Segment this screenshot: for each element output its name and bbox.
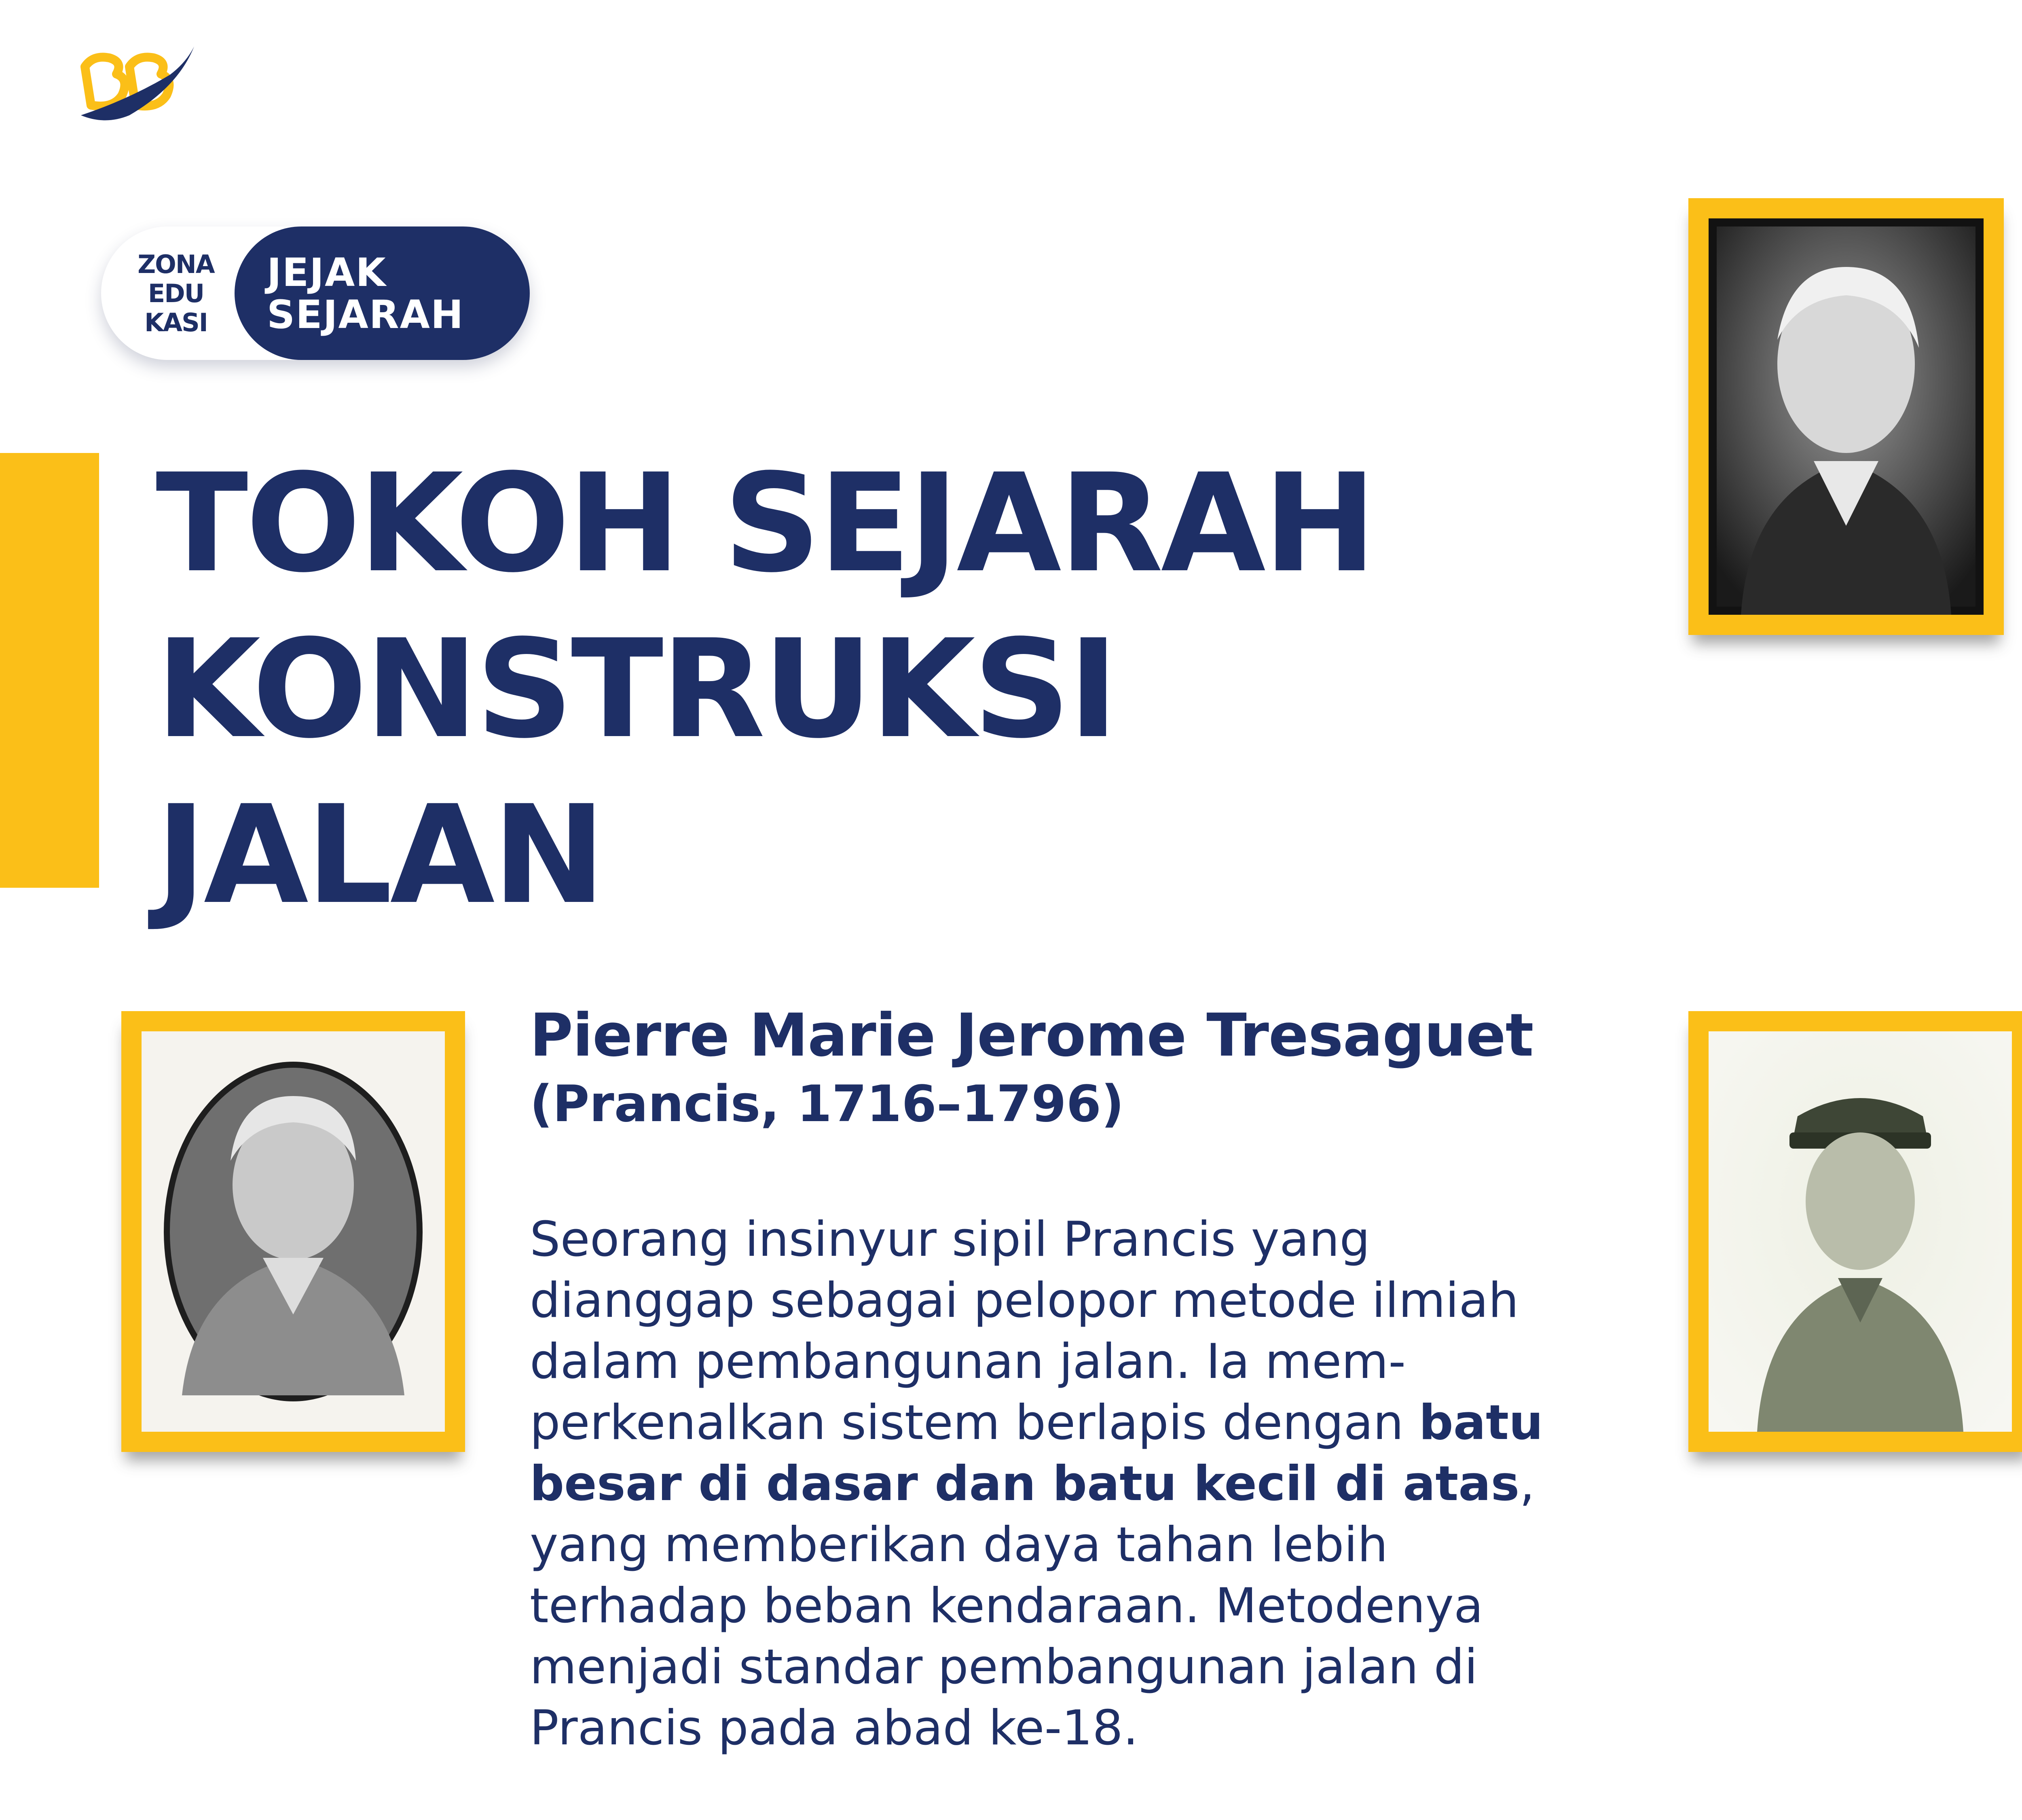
desc-text: , [1519,1456,1535,1512]
desc-bold: besar di dasar dan batu kecil di atas [530,1456,1520,1512]
desc-line: dalam pembangunan jalan. Ia mem- [530,1334,1406,1390]
desc-line: dianggap sebagai pelopor metode ilmiah [530,1273,1519,1329]
zona-edukasi-badge [101,226,530,360]
person-origin-tresaguet: (Prancis, 1716–1796) [530,1075,1124,1133]
badge-zona-edukasi [129,250,222,337]
badge-zona-line: ZONA [137,250,214,279]
desc-line [530,1393,1581,1454]
accent-side-bar [0,453,99,888]
desc-line [530,1454,1581,1515]
desc-line: menjadi standar pembangunan jalan di [530,1639,1478,1695]
person-name-tresaguet: Pierre Marie Jerome Tresaguet [530,1001,1533,1070]
desc-line: Seorang insinyur sipil Prancis yang [530,1212,1370,1268]
desc-line: yang memberikan daya tahan lebih [530,1517,1388,1573]
title-line: JALAN [156,777,604,934]
page-title [156,441,1612,938]
desc-text: perkenalkan sistem berlapis dengan [530,1395,1419,1451]
badge-jejak-line: JEJAK [267,250,387,295]
badge-jejak-sejarah [267,252,526,336]
portrait-mcadam-icon [1709,218,1984,615]
person-desc-tresaguet [530,1209,1581,1759]
desc-line: terhadap beban kendaraan. Metodenya [530,1578,1483,1634]
badge-sejarah-line: SEJARAH [267,292,464,337]
bb-logo-icon [69,38,202,127]
badge-kasi-line: KASI [144,308,207,337]
desc-bold: batu [1419,1395,1543,1451]
photo-frame-tresaguet [121,1011,465,1452]
photo-frame-hooley [1688,1011,2022,1452]
badge-edu-line: EDU [148,279,204,308]
portrait-hooley-icon [1709,1031,2012,1432]
portrait-tresaguet-icon [142,1031,445,1432]
title-line: TOKOH SEJARAH [156,445,1375,603]
title-line: KONSTRUKSI [156,611,1116,768]
desc-line: Prancis pada abad ke-18. [530,1700,1138,1756]
photo-frame-mcadam [1688,198,2004,635]
